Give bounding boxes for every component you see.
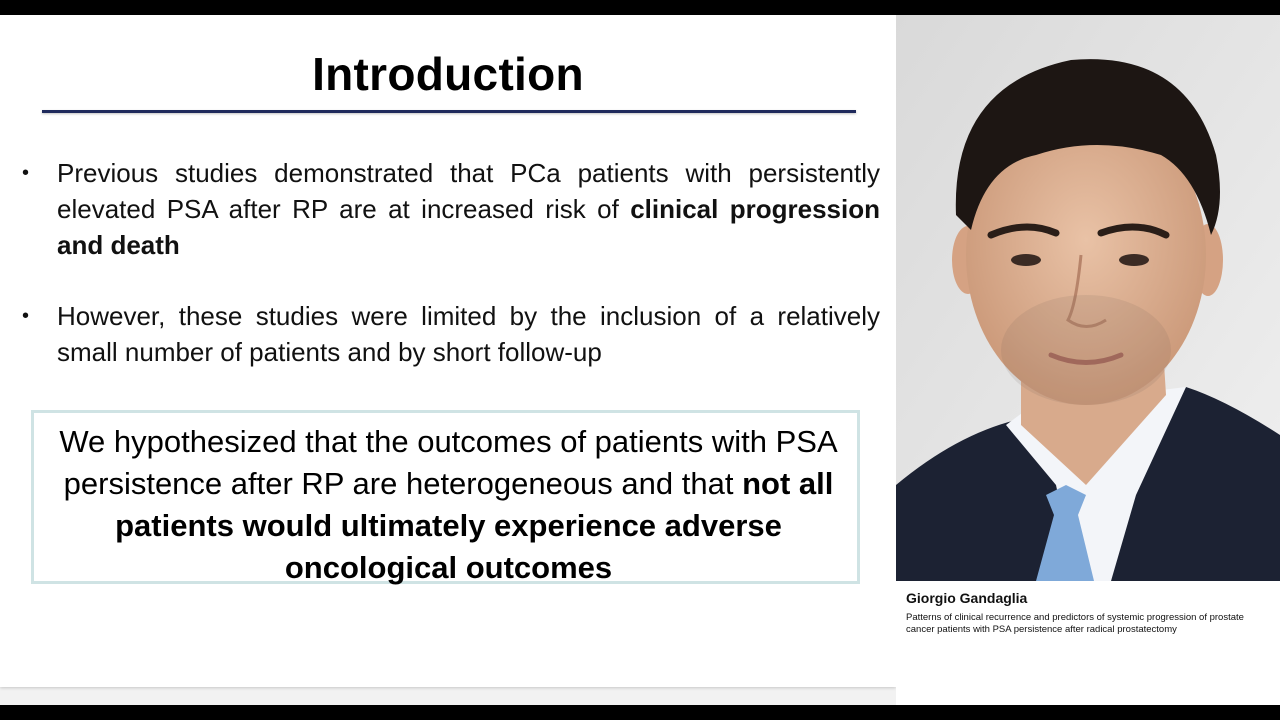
- bullet-text: Previous studies demonstrated that PCa patients with persistently elevated PSA after RP are at increased risk of clinical progression and death: [57, 158, 880, 260]
- presentation-slide: [0, 15, 896, 687]
- bullet-item: [22, 298, 880, 370]
- speaker-caption: [896, 581, 1280, 705]
- talk-title: Patterns of clinical recurrence and predictors of systemic progression of prostate cancer patients with PSA persistence after radical prostatectomy: [906, 612, 1244, 635]
- speaker-photo: [896, 15, 1280, 581]
- bullet-emphasis: clinical progression and death: [57, 194, 880, 260]
- bullet-item: [22, 155, 880, 263]
- hypothesis-box: [31, 410, 860, 584]
- hypothesis-text: We hypothesized that the outcomes of patients with PSA persistence after RP are heterogeneous and that not all patients would ultimately experience adverse oncological outcomes: [59, 424, 838, 585]
- hypothesis-emphasis: not all patients would ultimately experience adverse oncological outcomes: [115, 466, 834, 585]
- slide-title: Introduction: [312, 48, 584, 100]
- bullet-text: However, these studies were limited by the inclusion of a relatively small number of patients and by short follow-up: [57, 301, 880, 367]
- bullet-icon: •: [22, 305, 30, 327]
- title-divider: [42, 110, 856, 113]
- speaker-portrait: [896, 15, 1280, 581]
- bullet-icon: •: [22, 162, 30, 184]
- speaker-name: Giorgio Gandaglia: [906, 590, 1028, 606]
